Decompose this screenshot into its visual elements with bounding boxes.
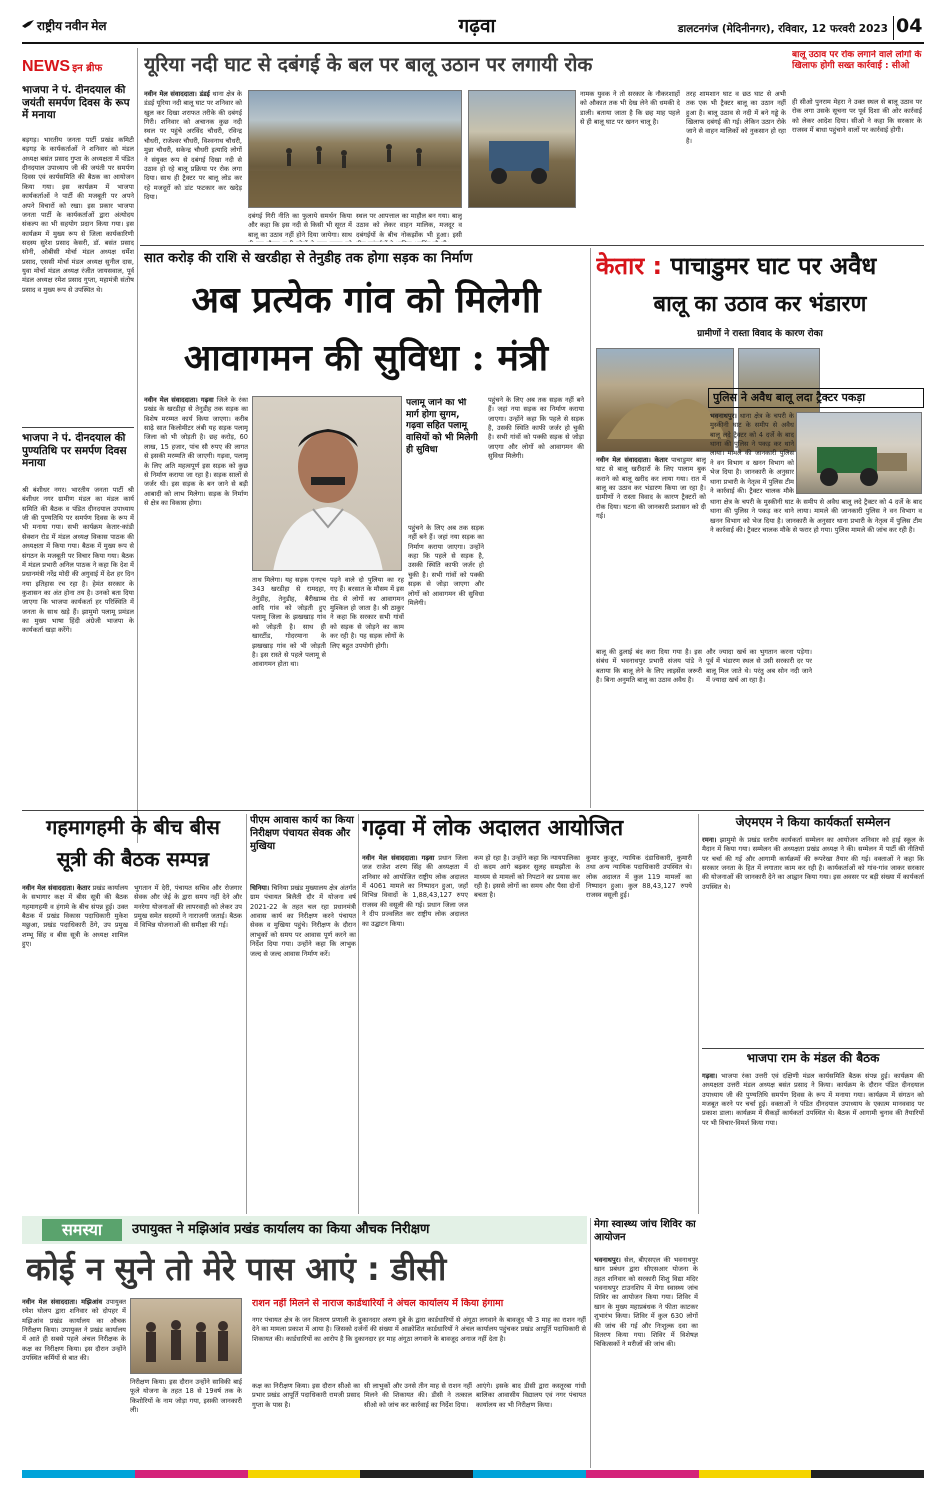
minister-photo — [252, 396, 402, 571]
dc-col1 — [22, 1298, 126, 1470]
yuria-col3b — [468, 212, 576, 242]
dc-col1-text: उपायुक्त रमेश घोलप द्वारा शनिवार को दोपहर में मझिआंव प्रखंड कार्यालय का औचक निरीक्षण किया। उपायुक्त ने प्रखंड कार्यालय में आते ही सबसे पहले अंचल निरीक्षक के कक्ष का निरीक्षण किया। इस दौरान उन्होंने उपस्थित कर्मियों से बात की। — [22, 1298, 126, 1363]
police-headline: पुलिस ने अवैध बालू लदा ट्रैक्टर पकड़ा — [713, 391, 866, 404]
swatch-cyan — [22, 1470, 135, 1478]
lok-adalat-col2: कम हो रहा है। उन्होंने कहा कि न्यायपालिका दो कदम आगे बढ़कर सुलह समझौता के माध्यम से मामलों को निपटाने का प्रयास कर रही है। इससे लोगों का समय और पैसा दोनों बचता है। — [474, 854, 580, 900]
road-col1 — [144, 396, 248, 808]
story-yuria — [140, 48, 790, 244]
road-col5 — [488, 396, 584, 808]
pm-awas-body — [250, 884, 356, 1214]
ketar-place: केतार — [596, 252, 645, 280]
bjp-mandal-dateline: गढ़वा। — [702, 1072, 718, 1080]
ketar-colon: : — [644, 252, 671, 280]
yuria-col5: तरह शामशान घाट व छठ घाट से अभी तक एक भी ट्रैक्टर बालू का उठान नहीं हुआ है। बालू उठाव से नदी में बने गड्ढे के खिलाफ दबंगई की गई। लेकिन उठान रोके जाने से वाहन मालिकों को नुकसान हो रहा है। — [686, 90, 786, 145]
mid-rule — [590, 248, 591, 808]
police-headline-bar — [708, 388, 924, 408]
lok-adalat-col1-text: प्रधान जिला जज राजेश शरण सिंह की अध्यक्षता में शनिवार को आयोजित राष्ट्रीय लोक अदालत में 4061 मामले का निष्पादन हुआ, जहाँ विभिन्न विवादों के 1,88,43,127 रुपए राजस्व की वसूली की गई। प्रधान जिला जज ने दीप प्रज्वलित कर राष्ट्रीय लोक अदालत का उद्घाटन किया। — [362, 854, 468, 928]
dc-photo — [130, 1298, 242, 1374]
story-meeting — [22, 814, 244, 1214]
road-col1-text: जिले के रंका प्रखंड के खरडीहा से तेनुडीह तक सड़क का विशेष मरम्मत कार्य किया जाएगा। करीब साढ़े सात किलोमीटर लंबी यह सड़क पलामू जिला को भी जोड़ती है। छह करोड़, 60 लाख, 15 हजार, पांच सौ रुपए की लागत से इसकी मरम्मति की जाएगी। गढ़वा, पलामू के लिए अति महत्वपूर्ण इस सड़क को कुछ से निर्माण कराया जा रहा है। सड़क सालों से जर्जर थी। इस सड़क के बन जाने से बड़ी आबादी को लाभ मिलेगा। सड़क के निर्माण से क्षेत्र का विकास होगा। — [144, 396, 248, 507]
swatch-magenta-2 — [586, 1470, 699, 1478]
ration-col3: आएंगे। इसके बाद डीसी द्वारा कस्तूरबा गांधी बालिका आवासीय विद्यालय एवं नगर पंचायत कार्यालय का भी निरीक्षण किया। — [476, 1382, 586, 1409]
news-label: NEWS — [22, 58, 70, 75]
ketar-col3: और ज्यादा खर्च का भुगतान करना पड़ेगा। पूर्व में भंडारण स्थल से उसी सरकारी दर पर बालू मिल जाते थे। परंतु अब सोन नदी जाने में ज्यादा खर्च आ रहा है। — [706, 648, 812, 685]
story-pm-awas — [250, 814, 356, 1214]
road-kicker: सात करोड़ की राशि से खरडीहा से तेनुडीह तक होगा सड़क का निर्माण — [144, 251, 473, 266]
ketar-headline-2: बालू का उठाव कर भंडारण — [653, 292, 867, 317]
news-brief-label — [22, 56, 134, 82]
swatch-black-2 — [811, 1470, 924, 1478]
story-jmm — [702, 814, 924, 1044]
ketar-col1 — [596, 456, 706, 646]
lok-adalat-col3: कुमार कुजूर, न्यायिक दंडाधिकारी, कुमारी तथा अन्य न्यायिक पदाधिकारी उपस्थित थे। लोक अदालत में कुल 119 मामलों का निष्पादन हुआ। कुल 88,43,127 रुपये राजस्व वसूली हुई। — [586, 854, 692, 900]
newspaper-logo — [22, 18, 132, 36]
yuria-dateline: नवीन मेल संवाददाता। डंडई — [144, 90, 210, 98]
rule-jmm — [702, 1048, 924, 1049]
bjp-mandal-headline: भाजपा राम के मंडल की बैठक — [746, 1051, 880, 1065]
yuria-col3: स्थल पर आपत्ताल का माहौल बन गया। बालू उठाव को लेकर वाहन मालिक, मजदूर व दबंगईयों के बीच नोकझोंक भी हुआ। इसी — [356, 212, 462, 239]
bjp-mandal-body-text: भाजपा रंका उत्तरी एवं दक्षिणी मंडल कार्यसमिति बैठक संपन्न हुई। कार्यक्रम की अध्यक्षता उत्तरी मंडल अध्यक्ष बसंत प्रसाद ने किया। कार्यक्रम के दौरान पंडित दीनदयाल उपाध्याय जी की पुण्यतिथि समर्पण दिवस के रूप में मनाया गया। कार्यक्रम में संगठन को मजबूत करने पर चर्चा हुई। वक्ताओं ने पंडित दीनदयाल उपाध्याय के एकात्म मानववाद पर प्रकाश डाला। कार्यक्रम में सैकड़ों कार्यकर्ता उपस्थित थे। बैठक में आगामी चुनाव की तैयारियों पर भी विचार-विमर्श किया गया। — [702, 1072, 924, 1127]
road-headline-1: अब प्रत्येक गांव को मिलेगी — [191, 279, 541, 321]
dc-dateline: नवीन मेल संवाददाता। मझिआंव — [22, 1298, 103, 1306]
ration-body: नगर पंचायत क्षेत्र के जन वितरण प्रणाली के दुकानदार अरुण दुबे के द्वारा कार्डधारियों से अंगूठा लगवाने के बावजूद भी 3 माह का राशन नहीं देने का मामला प्रकाश में आया है। जिसको दर्जनों की संख्या में आक्रोशित कार्डधारियों ने अंचल कार्यालय पहुंचकर प्रखंड आपूर्ति पदाधिकारी से शिकायत की। कार्डधारियों का आरोप है कि दुकानदार हर माह अंगूठा लगवाने के बावजूद अनाज नहीं देता है। — [252, 1316, 586, 1343]
swatch-magenta — [135, 1470, 248, 1478]
yuria-col4: नामक युवक ने तो सरकार के नौकरशाहों को औकात तक भी देख लेने की धमकी दे डाली। बताया जाता है कि छह माह पहले से ही बालू घाट पर खनन चालू है। — [580, 90, 680, 127]
ketar-subhead: ग्रामीणों ने रास्ता विवाद के कारण रोका — [697, 329, 823, 339]
brief-body-2: श्री बंशीधर नगर। भारतीय जनता पार्टी श्री बंशीधर नगर ग्रामीण मंडल का मंडल कार्य समिति की बैठक व पंडित दीनदयाल उपाध्याय जी की पुण्यतिथि पर समर्पण दिवस के रूप में भी मनाया गया। सभी कार्यक्रम केतार-कांडी सेक्शन रोड में मंडल अध्यक्ष विकास पाठक की अध्यक्षता में किया गया। बैठक में मुख्य रूप से संगठन के मजबूती पर विचार किया गया। बैठक में मंडल प्रभारी अनिल पाठक ने कहा कि देश में प्रधानमंत्री नरेंद्र मोदी की अगुवाई में देश हर दिन नया इतिहास रच रहा है। हेमंत सरकार के कुशासन का अंत होना तय है। उनको बता दिया जाएगा कि भाजपा कार्यकर्ता हर परिस्थिति में जनता के साथ खड़े हैं। झामुमो पलामू प्रमंडल का मुख्य भाषा हिंदी अंग्रेजी भाजपा के कार्यकर्ता खड़ा करेंगे। — [22, 486, 134, 635]
news-brief-column — [22, 48, 134, 843]
side-box-headline: बालू उठाव पर रोक लगाने वाले लोगों के खिलाफ होगी सख्त कार्रवाई : सीओ — [792, 50, 922, 72]
swatch-yellow-2 — [699, 1470, 812, 1478]
jmm-body-text: झामुमो के प्रखंड स्तरीय कार्यकर्ता सम्मेलन का आयोजन शनिवार को हाई स्कूल के मैदान में किया गया। सम्मेलन की अध्यक्षता प्रखंड अध्यक्ष ने की। सम्मेलन में पार्टी की नीतियों पर चर्चा की गई और आगामी कार्यक्रमों की रूपरेखा तैयार की गई। वक्ताओं ने कहा कि सरकार जनता के हित में लगातार काम कर रही है। कार्यकर्ताओं को गांव-गांव जाकर सरकार की योजनाओं की जानकारी देने का आह्वान किया गया। इस अवसर पर बड़ी संख्या में कार्यकर्ता उपस्थित थे। — [702, 836, 924, 891]
road-col2: ताथ मिलेगा। यह सड़क एनएच 343 खरडीहा से रामदहा, तेनुडीह, तेनुडीह, बैरीखाम्ब आदि गांव को जोड़ती हुए पलामू जिला के झखखाड़ गांव को जोड़ती है। साथ ही खारटींड, गोदरमाना के झखखाड़ गांव को भी जोड़ती है। इस रास्ते से पहले पलामू से आवागमन होता था। — [252, 576, 326, 669]
color-registration-strip — [22, 1470, 924, 1478]
brief-headline-1: भाजपा ने पं. दीनदयाल की जयंती समर्पण दिवस के रूप में मनाया — [22, 84, 130, 122]
story-health — [594, 1218, 698, 1468]
brief-label: इन ब्रीफ — [72, 63, 103, 74]
yuria-col2: दबंगई गिरी नीति का फुलाये समर्थन किया और कहा कि इस नदी से किसी भी सूरत में बालू का उठाव नहीं होने दिया जायेगा। साथ — [248, 212, 352, 239]
swatch-yellow — [248, 1470, 361, 1478]
police-body-2: थाना क्षेत्र के चपरी के मुस्कीनी घाट के समीप से अवैध बालू लदे ट्रैक्टर को 4 दर्जे के बाद थाना की पुलिस ने पकड़ कर थाने लाया। मामले की जानकारी पुलिस ने वन विभाग व खनन विभाग को भेज दिया है। जानकारी के अनुसार थाना प्रभारी के नेतृत्व में पुलिस टीम ने कार्रवाई की। ट्रैक्टर चालक मौके से फरार हो गया। पुलिस मामले की जांच कर रही है। — [710, 498, 922, 535]
samasya-bar — [22, 1216, 587, 1244]
police-dateline: भवनाथपुर। — [710, 412, 737, 420]
paper-name: राष्ट्रीय नवीन मेल — [37, 19, 107, 33]
health-dateline: भवनाथपुर। — [594, 1256, 621, 1264]
story-road — [140, 248, 588, 808]
meeting-rule — [246, 814, 247, 1214]
police-body-text: थाना क्षेत्र के चपरी के मुस्कीनी घाट के समीप से अवैध बालू लदे ट्रैक्टर को 4 दर्जे के बाद थाना की पुलिस ने पकड़ कर थाने लाया। मामले की जानकारी पुलिस ने वन विभाग व खनन विभाग को भेज दिया है। जानकारी के अनुसार थाना प्रभारी के नेतृत्व में पुलिस टीम ने कार्रवाई की। ट्रैक्टर चालक मौके — [710, 412, 794, 495]
bjp-mandal-body — [702, 1072, 924, 1468]
ketar-col2: बालू की ढुलाई बंद करा दिया गया है। इस संबंध में भवनाथपुर प्रभारी संजय पांडे ने बताया कि बालू लेने के लिए लाइसेंस जरूरी है। बिना अनुमति बालू का उठाव अवैध है। — [596, 648, 702, 685]
ration-headline: राशन नहीं मिलने से नाराज कार्डधारियों ने अंचल कार्यालय में किया हंगामा — [252, 1298, 504, 1309]
brief-headline-2: भाजपा ने पं. दीनदयाल की पुण्यतिथि पर समर्पण दिवस मनाया — [22, 432, 127, 470]
road-dateline: नवीन मेल संवाददाता। गढ़वा — [144, 396, 214, 404]
health-rule — [590, 1218, 591, 1468]
pm-awas-headline: पीएम आवास कार्य का किया निरीक्षण पंचायत सेवक और मुखिया — [250, 815, 354, 852]
road-col3: पड़ने वाले दो पुलिया का रह गए हैं। बरसात के मौसम में इस रोड से लोगों का आवागमन मुश्किल हो जाता है। श्री ठाकुर ने कहा कि सरकार सभी गांवों को सड़क से जोड़ने का काम कर रही है। यह सड़क लोगों के लिए बहुत उपयोगी होगी। — [330, 576, 404, 650]
pm-awas-dateline: चिनिया। — [250, 884, 270, 892]
left-column-rule — [137, 48, 138, 843]
ketar-col1-text: पाचाडुमर बालू घाट से बालू खरीदारों के लिए पालाम बुक कराने को बालू खरीद कर लाया गया। रात में बालू का उठाव कर भंडारण किया जा रहा है। ग्रामीणों ने रास्ता विवाद के कारण ट्रैक्टरों को रोक दिया। घटना की जानकारी प्रशासन को दी गई। — [596, 456, 706, 521]
ketar-dateline: नवीन मेल संवाददाता। केतार — [596, 456, 668, 464]
brief-divider — [22, 427, 134, 428]
side-box-body: ही सीओ पुनराम मेहरा ने उक्त स्थल से बालू उठाव पर रोक लगा उसके सूचना पर पूर्व दिशा की ओर कार्रवाई को लेकर आदेश दिया। सीओ ने कहा कि सरकार के राजस्व में बाधा पहुंचाने वालों पर कार्रवाई होगी। — [792, 98, 922, 135]
brief-body-1: बड़गड़। भारतीय जनता पार्टी प्रखंड कमिटी बड़गड़ के कार्यकर्ताओं ने शनिवार को मंडल अध्यक्ष बसंत प्रसाद गुप्ता के अध्यक्षता में पंडित दीनदयाल उपाध्याय जी की जयंती पर समर्पण दिवस एवं कार्यसमिति की बैठक का आयोजन किया गया। इस कार्यक्रम में भाजपा कार्यकर्ताओं ने पार्टी की मजबूती पर अपने अपने विचारों को रखा। इस प्रकार भाजपा जनता पार्टी के कार्यकर्ताओं द्वारा अंत्योदय संकल्प का भी सहयोग प्रदान किया गया। इस कार्यक्रम में मुख्य रूप से जिला कार्यकारिणी सदस्य सुरेश प्रसाद केसरी, डॉ. बसंत प्रसाद सोनी, ओबीसी मोर्चा मंडल अध्यक्ष धर्मेश प्रसाद, एससी मोर्चा मंडल अध्यक्ष सुनील दास, युवा मोर्चा मंडल अध्यक्ष रंजीत जायसवाल, पूर्व मंडल अध्यक्ष रमेश प्रसाद गुप्ता, महामंत्री संतोष प्रसाद व मुख्य रूप से उपस्थित थे। — [22, 136, 134, 294]
meeting-col2: भुगतान में देरी, पंचायत सचिव और रोजगार सेवक और जेई के द्वारा समय नहीं देने और मनरेगा योजनाओं की लापरवाही को लेकर उप प्रमुख समेत सदस्यों ने नाराजगी जताई। बैठक में विभिन्न योजनाओं की समीक्षा की गई। — [134, 884, 242, 930]
meeting-col1-text: प्रखंड कार्यालय के सभागार कक्ष में बीस सूत्री की बैठक गहमागहमी व हंगामे के बीच संपन्न हुई। उक्त बैठक में प्रखंड विकास पदाधिकारी मुकेश मछुआ, प्रखंड पदाधिकारी ठेंगे, उप प्रमुख शम्भू सिंह व बीस सूत्री के अध्यक्ष शामिल हुए। — [22, 884, 128, 949]
page-divider — [893, 16, 894, 40]
story-bjp-mandal — [702, 1050, 924, 1468]
story-lok-adalat — [362, 814, 694, 1214]
jmm-body — [702, 836, 924, 1044]
photo-caption: पलामू जाने का भी मार्ग होगा सुगम, गढ़वा सहित पलामू वासियों को भी मिलेगी ही सुविधा — [406, 398, 478, 455]
lok-adalat-headline: गढ़वा में लोक अदालत आयोजित — [362, 816, 624, 841]
meeting-headline-2: सूत्री की बैठक सम्पन्न — [56, 847, 210, 871]
ketar-headline-text: पाचाडुमर घाट पर अवैध — [670, 252, 877, 280]
meeting-col1 — [22, 884, 128, 1214]
story-dc — [22, 1298, 244, 1470]
road-headline-2: आवागमन की सुविधा : मंत्री — [183, 337, 549, 379]
masthead — [0, 0, 945, 46]
dc-headline: कोई न सुने तो मेरे पास आएं : डीसी — [26, 1250, 447, 1288]
pm-rule — [358, 814, 359, 1214]
yuria-photo-2 — [468, 90, 576, 208]
police-story — [708, 388, 924, 648]
yuria-headline: यूरिया नदी घाट से दबंगई के बल पर बालू उठान पर लगायी रोक — [144, 53, 593, 76]
page-number: 04 — [896, 15, 923, 37]
meeting-headline-1: गहमागहमी के बीच बीस — [46, 815, 220, 839]
lok-rule — [698, 814, 699, 1214]
health-body-text: सेल, बीएसएल की भवनाथपुर खान प्रबंधन द्वारा सीएसआर योजना के तहत शनिवार को सरकारी शिशु विद्या मंदिर भवनाथपुर टाउनशिप में मेगा स्वास्थ्य जांच शिविर का आयोजन किया गया। शिविर में खान के मुख्य महाप्रबंधक ने फीता काटकर शुभारंभ किया। शिविर में कुल 630 लोगों की जांच की गई और निःशुल्क दवा का वितरण किया गया। शिविर में विशेषज्ञ चिकित्सकों ने मरीजों की जांच की। — [594, 1256, 698, 1349]
side-box — [790, 50, 924, 246]
section-name: गढ़वा — [458, 15, 496, 37]
yuria-photo — [248, 90, 462, 208]
swatch-cyan-2 — [473, 1470, 586, 1478]
meeting-dateline: नवीन मेल संवाददाता। केतार — [22, 884, 91, 892]
jmm-headline: जेएमएम ने किया कार्यकर्ता सम्मेलन — [735, 815, 891, 829]
health-body — [594, 1256, 698, 1468]
samasya-headline: उपायुक्त ने मझिआंव प्रखंड कार्यालय का किया औचक निरीक्षण — [132, 1222, 430, 1237]
dateline-header: डालटनगंज (मेदिनीनगर), रविवार, 12 फरवरी 2023 — [677, 23, 888, 35]
bird-icon — [22, 18, 34, 28]
police-photo — [796, 412, 922, 494]
yuria-col1 — [144, 90, 242, 242]
pm-awas-body-text: चिनिया प्रखंड मुख्यालय क्षेत्र अंतर्गत ग्राम पंचायत बिलैती दौर में योजना वर्ष 2021-22 के तहत चल रहा प्रधानमंत्री आवास कार्य का निरीक्षण करने पंचायत सेवक व मुखिया पहुंचे। निरीक्षण के दौरान लाभुकों को समय पर आवास पूर्ण करने का निर्देश दिया गया। उन्होंने कहा कि लाभुक जल्द से जल्द आवास निर्माण करें। — [250, 884, 356, 958]
health-headline: मेगा स्वास्थ्य जांच शिविर का आयोजन — [594, 1219, 696, 1243]
rule-1 — [140, 245, 924, 246]
ketar-headline-1 — [596, 250, 924, 290]
samasya-label: समस्या — [42, 1219, 122, 1241]
masthead-rule — [22, 42, 924, 44]
yuria-col1-text: थाना क्षेत्र के डंडई यूरिया नदी बालू घाट पर शनिवार को खुल कर दिखा शराफत तरीके की दबंगई गिरी। शनिवार को अचानक कुछ नदी स्थल पर पहुंचे अरविंद चौधरी, रविन्द्र चौधरी, राजेश्वर चौधरी, विश्वनाथ चौधरी, मुन्ना चौधरी, सकेन्द्र चौधरी इत्यादि लोगों ने संयुक्त रूप से दबंगई दिखा नदी से उठाव हो रहे बालू प्रक्रिया पर रोक लगा दिया। साथ ही ट्रैक्टर पर बालू लोड कर रहे मजदूरों को डांट फटकार कर खदेड़ दिया। — [144, 90, 242, 201]
dc-col3: कक्ष का निरीक्षण किया। इस दौरान सीओ का प्रभार प्रखंड आपूर्ति पदाधिकारी रामजी प्रसाद गुप्ता के पास है। — [252, 1382, 360, 1409]
lok-adalat-col1 — [362, 854, 468, 1214]
jmm-dateline: रमना। — [702, 836, 717, 844]
lok-adalat-dateline: नवीन मेल संवाददाता। गढ़वा — [362, 854, 435, 862]
rule-2 — [22, 810, 924, 811]
swatch-black — [360, 1470, 473, 1478]
ration-col2: सी लाभुकों और उनसे तीन माह से राशन नहीं मिलने की शिकायत की। डीसी ने तत्काल सीओ को जांच कर कार्रवाई का निर्देश दिया। — [364, 1382, 472, 1409]
road-col5-text: पहुंचने के लिए अब तक सड़क नहीं बने हैं। जहां नया सड़क का निर्माण कराया जाएगा। उन्होंने कहा कि पहले से सड़क है, उसकी स्थिति काफी जर्जर हो चुकी है। सभी गांवों को पक्की सड़क से जोड़ा जाएगा और लोगों को आवागमन की सुविधा मिलेगी। — [488, 396, 584, 461]
road-col4: पहुंचने के लिए अब तक सड़क नहीं बने हैं। जहां नया सड़क का निर्माण कराया जाएगा। उन्होंने कहा कि पहले से सड़क है, उसकी स्थिति काफी जर्जर हो चुकी है। सभी गांवों को पक्की सड़क से जोड़ा जाएगा और लोगों को आवागमन की सुविधा मिलेगी। — [408, 524, 484, 607]
police-body — [710, 412, 794, 496]
dc-col2: निरीक्षण किया। इस दौरान उन्होंने साविकी बाई फूले योजना के तहत 18 से 19वर्ष तक के किशोरियों के नाम जोड़ा गया, इसकी जानकारी ली। — [130, 1378, 242, 1415]
story-ration — [250, 1298, 588, 1470]
